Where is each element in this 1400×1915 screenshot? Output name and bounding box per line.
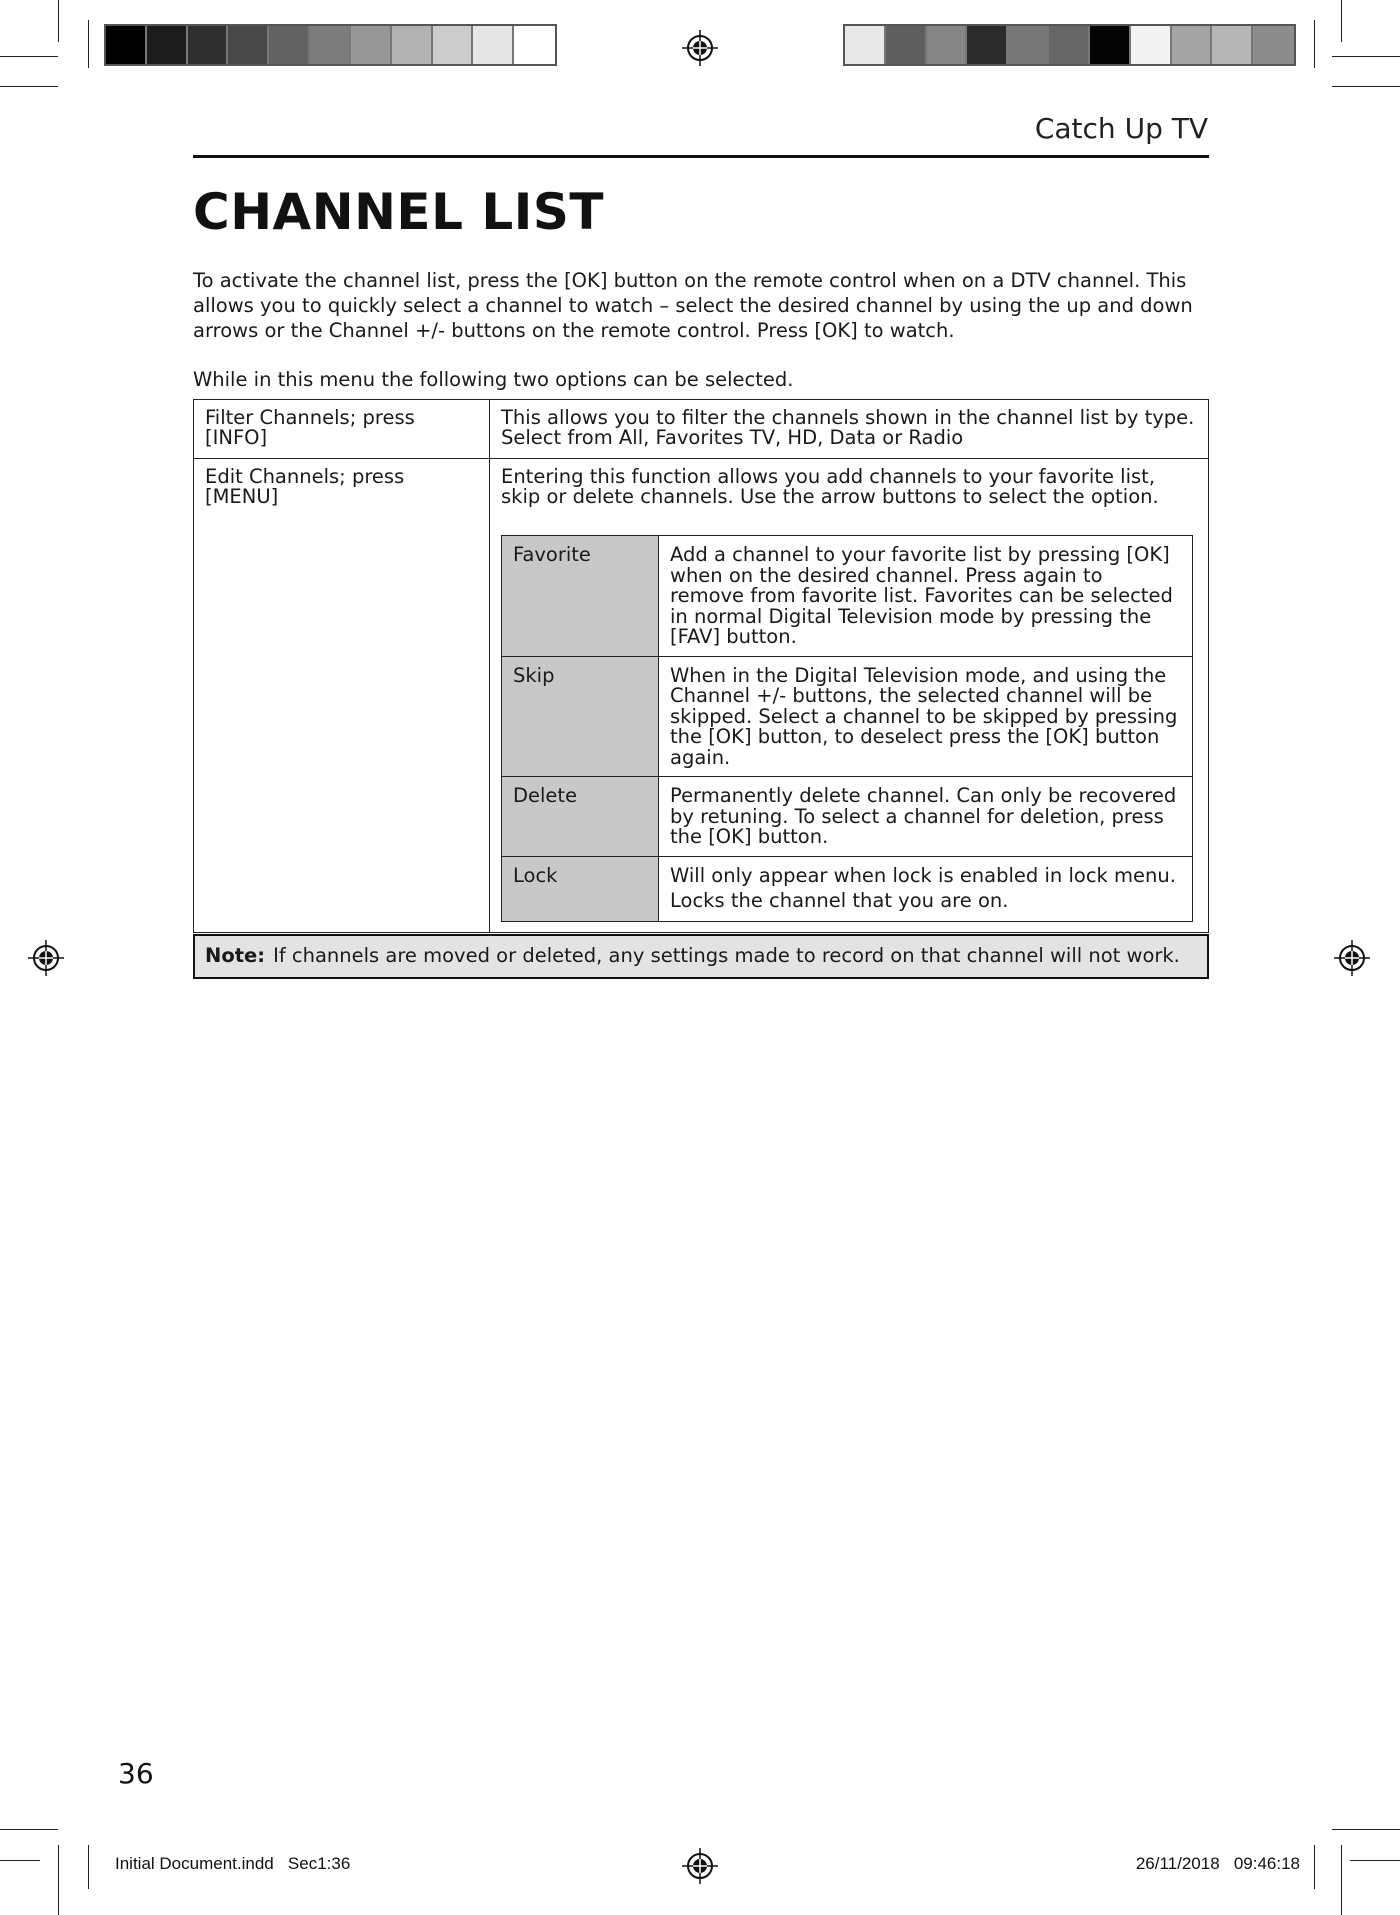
options-intro: While in this menu the following two options can be selected. xyxy=(193,368,794,391)
option-description-cell xyxy=(490,459,1209,933)
table-row xyxy=(194,459,1209,933)
table-row xyxy=(502,656,1193,777)
sub-option-name: Lock xyxy=(502,857,659,922)
option-description: This allows you to filter the channels shown in the channel list by type. Select from All, Favorites TV, HD, Data or Radio xyxy=(490,400,1209,459)
registration-mark-icon xyxy=(682,1848,718,1884)
option-label: Filter Channels; press [INFO] xyxy=(194,400,490,459)
option-description: Entering this function allows you add channels to your favorite list, skip or delete channels. Use the arrow buttons to select the option. xyxy=(501,465,1159,508)
table-row xyxy=(502,857,1193,922)
crop-mark xyxy=(1332,56,1400,57)
color-calibration-bar-left xyxy=(104,24,557,66)
color-swatch xyxy=(1008,26,1049,64)
color-swatch xyxy=(1131,26,1172,64)
crop-mark xyxy=(1314,20,1315,68)
registration-mark-icon xyxy=(1334,940,1370,976)
crop-mark xyxy=(1332,86,1400,87)
color-swatch xyxy=(1172,26,1213,64)
option-label: Edit Channels; press [MENU] xyxy=(194,459,490,933)
color-swatch xyxy=(351,26,392,64)
crop-mark xyxy=(58,0,59,42)
registration-mark-icon xyxy=(682,30,718,66)
color-swatch xyxy=(228,26,269,64)
crop-mark xyxy=(88,1845,89,1889)
color-swatch xyxy=(433,26,474,64)
crop-mark xyxy=(1332,1829,1400,1830)
options-table xyxy=(193,399,1209,933)
sub-option-name: Skip xyxy=(502,656,659,777)
crop-mark xyxy=(0,56,58,57)
color-swatch xyxy=(1049,26,1090,64)
note-text: If channels are moved or deleted, any settings made to record on that channel will not work. xyxy=(273,944,1180,967)
color-swatch xyxy=(514,26,555,64)
color-swatch xyxy=(188,26,229,64)
registration-mark-icon xyxy=(28,940,64,976)
sub-option-description: Will only appear when lock is enabled in lock menu. Locks the channel that you are on. xyxy=(659,857,1193,922)
crop-mark xyxy=(0,1829,58,1830)
color-swatch xyxy=(927,26,968,64)
sub-option-name: Favorite xyxy=(502,536,659,657)
color-swatch xyxy=(886,26,927,64)
table-row xyxy=(194,400,1209,459)
print-slug-timestamp: 26/11/2018 09:46:18 xyxy=(1135,1854,1300,1873)
intro-paragraph: To activate the channel list, press the [OK] button on the remote control when on a DTV channel. This allows you to quickly select a channel to watch – select the desired channel by using the up and down arrows or the Channel +/- buttons on the remote control. Press [OK] to watch. xyxy=(193,269,1193,342)
color-swatch xyxy=(1253,26,1294,64)
color-swatch xyxy=(845,26,886,64)
color-swatch xyxy=(392,26,433,64)
crop-mark xyxy=(0,86,58,87)
note-label: Note: xyxy=(205,944,266,967)
sub-option-description: When in the Digital Television mode, and using the Channel +/- buttons, the selected channel will be skipped. Select a channel to be skipped by pressing the [OK] button, to deselect press the [OK] button again. xyxy=(659,656,1193,777)
color-swatch xyxy=(147,26,188,64)
crop-mark xyxy=(0,1860,40,1861)
crop-mark xyxy=(1341,0,1342,42)
print-slug-file: Initial Document.indd Sec1:36 xyxy=(115,1854,351,1873)
page-title: CHANNEL LIST xyxy=(193,183,604,241)
page-number: 36 xyxy=(118,1757,154,1790)
crop-mark xyxy=(88,20,89,68)
crop-mark xyxy=(1341,1845,1342,1915)
color-swatch xyxy=(1212,26,1253,64)
sub-option-description: Add a channel to your favorite list by pressing [OK] when on the desired channel. Press again to remove from favorite list. Favorites can be selected in normal Digital Television mode by pressing the [FAV] button. xyxy=(659,536,1193,657)
sub-option-name: Delete xyxy=(502,777,659,857)
edit-options-table xyxy=(501,535,1193,922)
color-swatch xyxy=(310,26,351,64)
color-swatch xyxy=(106,26,147,64)
section-title: Catch Up TV xyxy=(1034,112,1208,145)
color-calibration-bar-right xyxy=(843,24,1296,66)
table-row xyxy=(502,536,1193,657)
crop-mark xyxy=(1350,1860,1400,1861)
crop-mark xyxy=(1314,1845,1315,1889)
color-swatch xyxy=(473,26,514,64)
sub-option-description: Permanently delete channel. Can only be recovered by retuning. To select a channel for deletion, press the [OK] button. xyxy=(659,777,1193,857)
crop-mark xyxy=(58,1845,59,1915)
table-row xyxy=(502,777,1193,857)
color-swatch xyxy=(269,26,310,64)
note-box xyxy=(193,934,1209,979)
color-swatch xyxy=(1090,26,1131,64)
color-swatch xyxy=(967,26,1008,64)
header-divider xyxy=(193,155,1209,158)
